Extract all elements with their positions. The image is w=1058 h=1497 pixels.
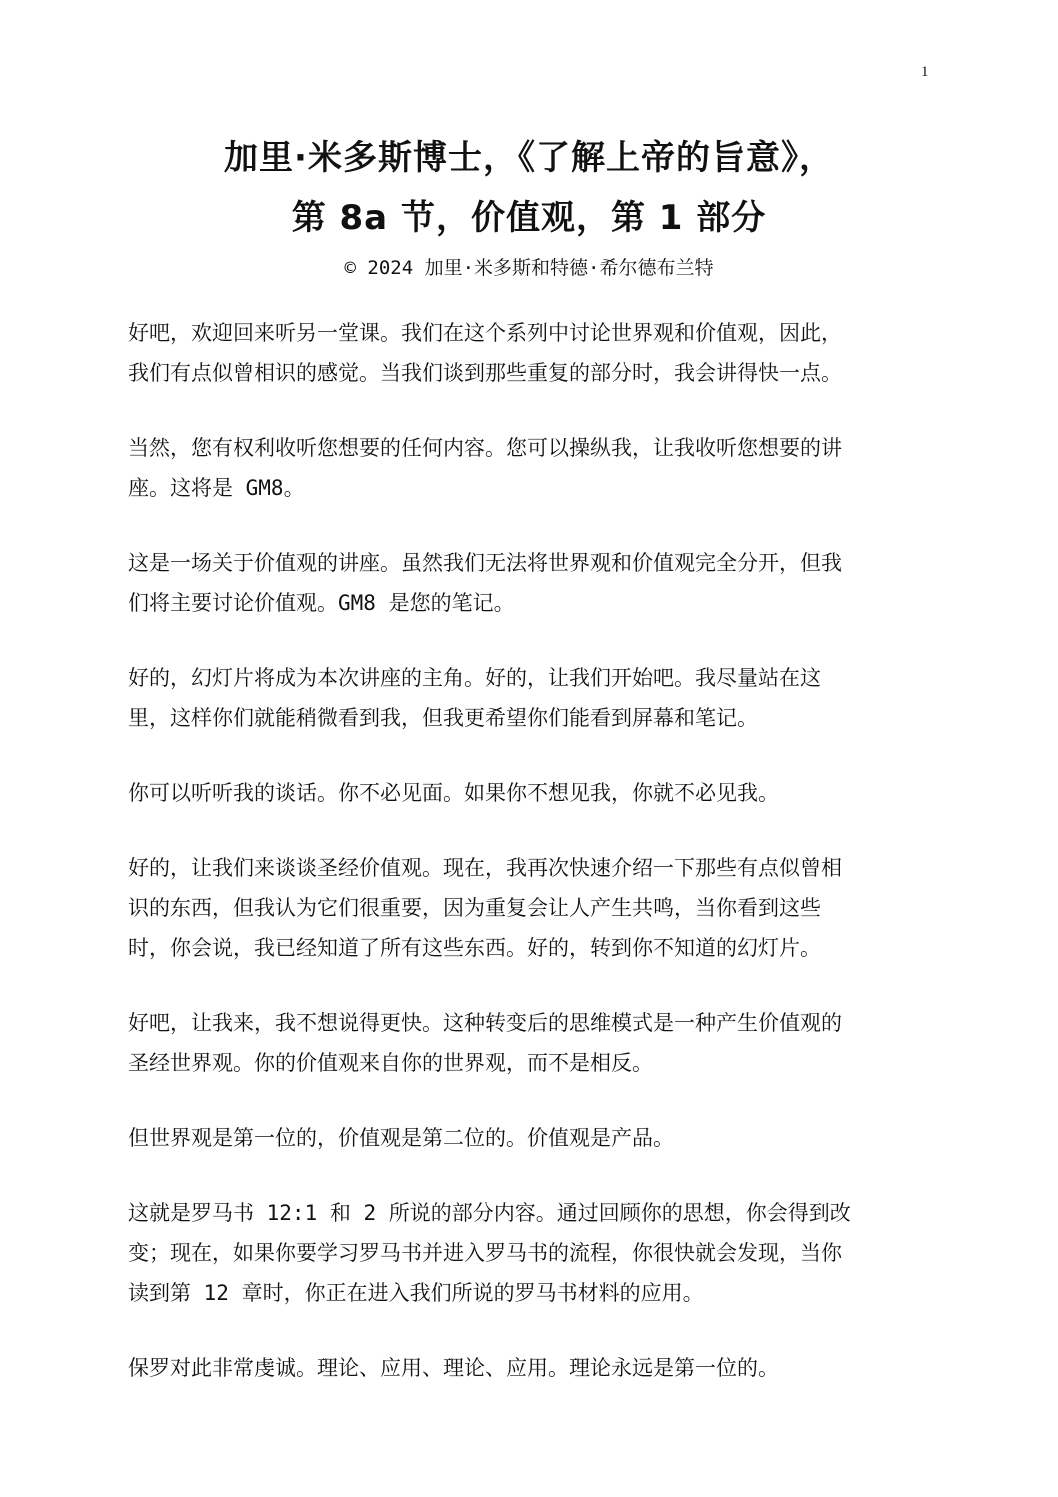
paragraph-line: 变；现在，如果你要学习罗马书并进入罗马书的流程，你很快就会发现，当你 <box>128 1241 842 1265</box>
document-title-line-2: 第 8a 节，价值观，第 1 部分 <box>291 198 767 238</box>
paragraph <box>128 1348 928 1388</box>
paragraph <box>128 428 928 508</box>
paragraph-line: 里，这样你们就能稍微看到我，但我更希望你们能看到屏幕和笔记。 <box>128 706 758 730</box>
paragraph <box>128 1003 928 1083</box>
paragraph-line: 这是一场关于价值观的讲座。虽然我们无法将世界观和价值观完全分开，但我 <box>128 551 842 575</box>
copyright-notice: © 2024 加里·米多斯和特德·希尔德布兰特 <box>344 257 714 279</box>
paragraph <box>128 848 928 968</box>
paragraph-line: 时，你会说，我已经知道了所有这些东西。好的，转到你不知道的幻灯片。 <box>128 936 821 960</box>
paragraph <box>128 1118 928 1158</box>
paragraph-line: 识的东西，但我认为它们很重要，因为重复会让人产生共鸣，当你看到这些 <box>128 896 821 920</box>
paragraph-line: 但世界观是第一位的，价值观是第二位的。价值观是产品。 <box>128 1126 674 1150</box>
paragraph-line: 好的，让我们来谈谈圣经价值观。现在，我再次快速介绍一下那些有点似曾相 <box>128 856 842 880</box>
paragraph-line: 圣经世界观。你的价值观来自你的世界观，而不是相反。 <box>128 1051 653 1075</box>
paragraph-line: 好吧，欢迎回来听另一堂课。我们在这个系列中讨论世界观和价值观，因此， <box>128 321 842 345</box>
document-body <box>128 313 928 1423</box>
paragraph-line: 们将主要讨论价值观。GM8 是您的笔记。 <box>128 591 515 615</box>
page-number: 1 <box>921 64 929 80</box>
paragraph-line: 这就是罗马书 12:1 和 2 所说的部分内容。通过回顾你的思想，你会得到改 <box>128 1201 851 1225</box>
paragraph-line: 读到第 12 章时，你正在进入我们所说的罗马书材料的应用。 <box>128 1281 704 1305</box>
paragraph <box>128 543 928 623</box>
paragraph-line: 当然，您有权利收听您想要的任何内容。您可以操纵我，让我收听您想要的讲 <box>128 436 842 460</box>
paragraph <box>128 313 928 393</box>
paragraph <box>128 1193 928 1313</box>
document-title-line-1: 加里·米多斯博士，《了解上帝的旨意》， <box>224 138 834 178</box>
paragraph-line: 我们有点似曾相识的感觉。当我们谈到那些重复的部分时，我会讲得快一点。 <box>128 361 842 385</box>
paragraph-line: 好吧，让我来，我不想说得更快。这种转变后的思维模式是一种产生价值观的 <box>128 1011 842 1035</box>
paragraph-line: 好的，幻灯片将成为本次讲座的主角。好的，让我们开始吧。我尽量站在这 <box>128 666 821 690</box>
paragraph-line: 你可以听听我的谈话。你不必见面。如果你不想见我，你就不必见我。 <box>128 781 779 805</box>
paragraph <box>128 773 928 813</box>
paragraph-line: 保罗对此非常虔诚。理论、应用、理论、应用。理论永远是第一位的。 <box>128 1356 779 1380</box>
paragraph-line: 座。这将是 GM8。 <box>128 476 305 500</box>
paragraph <box>128 658 928 738</box>
